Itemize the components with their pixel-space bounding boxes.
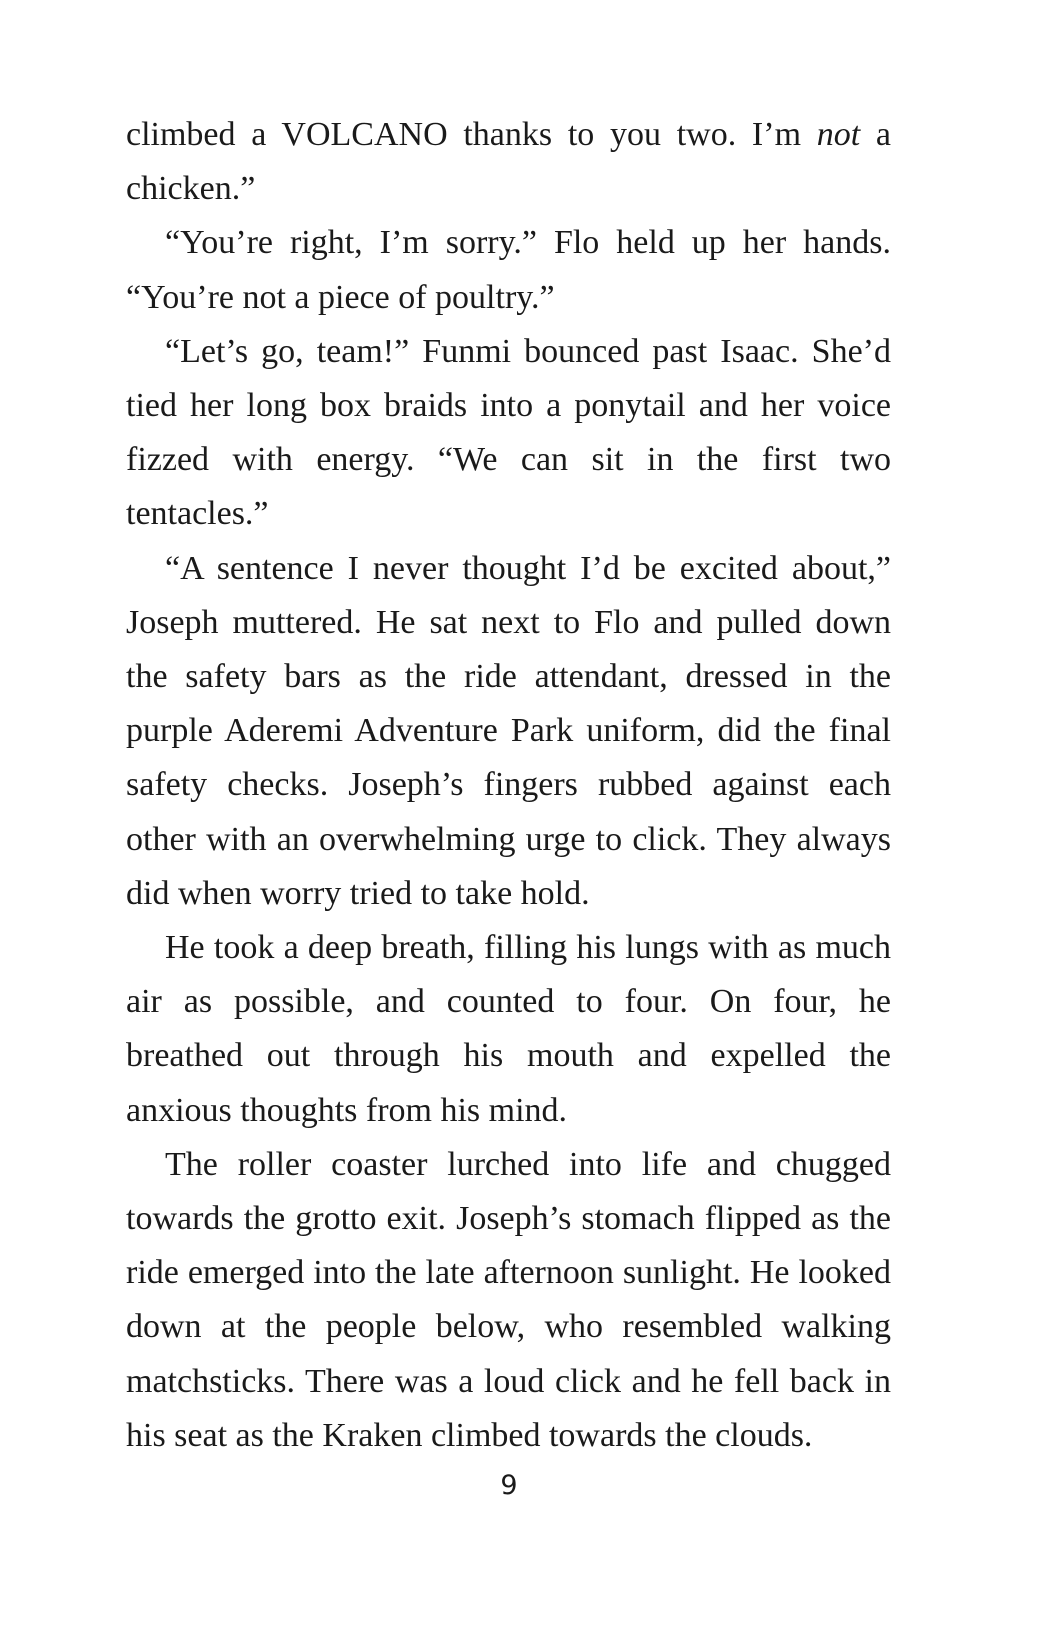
text-run: “Let’s go, team!” Funmi bounced past Isaac. She’d tied her long box braids into a ponytail and her voice fizzed with energy. “We can sit in the first two tentacles.” [126,332,891,533]
paragraph [126,216,891,324]
text-run: He took a deep breath, filling his lungs with as much air as possible, and counted to four. On four, he breathed out through his mouth and expelled the anxious thoughts from his mind. [126,929,891,1129]
paragraph [126,325,891,542]
text-run: a chicken.” [126,116,891,208]
page-number: 9 [500,1470,518,1501]
paragraph [126,1138,891,1463]
text-run: The roller coaster lurched into life and chugged towards the grotto exit. Joseph’s stomach flipped as the ride emerged into the late afternoon sunlight. He looked down at the people below, who resembled walking matchsticks. There was a loud click and he fell back in his seat as the Kraken climbed towards the clouds. [126,1145,891,1454]
paragraph [126,542,891,921]
text-run: “You’re right, I’m sorry.” Flo held up her hands. “You’re not a piece of poultry.” [126,224,891,316]
paragraph [126,921,891,1138]
paragraph [126,108,891,216]
text-run: climbed a VOLCANO thanks to you two. I’m [126,116,817,153]
text-run: “A sentence I never thought I’d be excited about,” Joseph muttered. He sat next to Flo and pulled down the safety bars as the ride attendant, dressed in the purple Aderemi Adventure Park uniform, did the final safety checks. Joseph’s fingers rubbed against each other with an overwhelming urge to click. They always did when worry tried to take hold. [126,549,891,912]
body-text [126,108,891,1463]
text-run-italic: not [816,116,861,153]
